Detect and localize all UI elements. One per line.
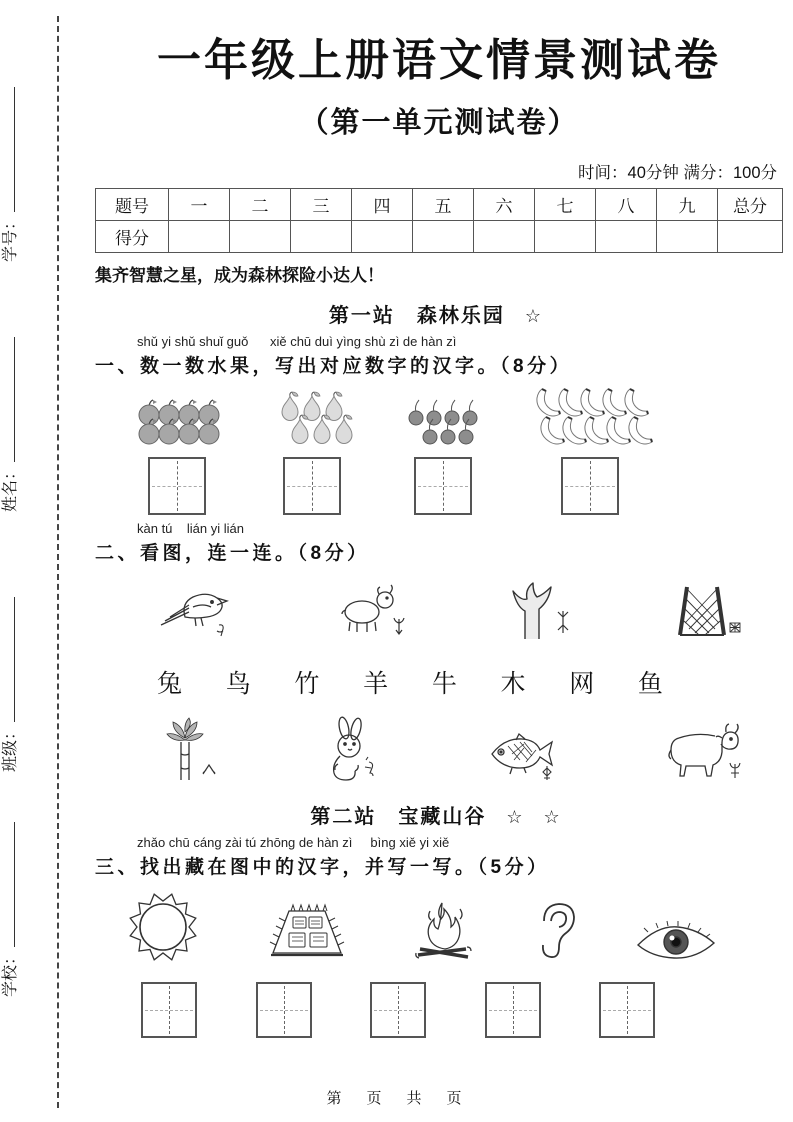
sun-picture [123,891,207,970]
score-column-10: 总分 [718,189,783,221]
fire-picture [408,899,478,970]
station-2-title: 第二站 宝藏山谷 [310,806,487,828]
net-picture [673,583,743,646]
fruit-line [137,418,217,450]
paper-title: 一年级上册语文情景测试卷 [157,36,721,85]
eye-picture [634,917,718,970]
station-1-title: 第一站 森林乐园 [328,305,505,327]
score-cell-empty [718,221,783,253]
score-table-header-row [96,189,783,221]
score-column-2: 二 [230,189,291,221]
paper-subtitle: （第一单元测试卷） [299,107,579,139]
score-cell-empty [535,221,596,253]
station-2-heading [95,800,783,829]
writing-boxes-row [141,982,655,1038]
paper-content [95,10,783,1038]
ox-picture [665,720,743,787]
question-1 [95,334,783,515]
motivation-text: 集齐智慧之星，成为森林探险小达人！ [95,266,384,285]
answer-writing-box[interactable] [148,457,206,515]
score-table-score-row [96,221,783,253]
cherry-picture [421,418,439,450]
score-row-label: 得分 [96,221,169,253]
sheep-picture [335,583,407,646]
page-footer: 第 页 共 页 [326,1090,467,1107]
station-1-heading [95,299,783,328]
score-cell-empty [474,221,535,253]
answer-writing-box[interactable] [599,982,655,1038]
seal-dashed-line [57,16,59,1108]
bird-picture [155,579,235,646]
question-1-pinyin: shǔ yi shǔ shuǐ guǒ xiě chū duì yìng shù zì de hàn zì [137,334,457,349]
star-icon: ☆ [524,306,550,326]
score-table-label: 题号 [96,189,169,221]
score-column-5: 五 [413,189,474,221]
score-column-9: 九 [657,189,718,221]
pear-count-group [269,391,355,515]
margin-label-class [0,572,24,772]
score-cell-empty [291,221,352,253]
answer-writing-box[interactable] [370,982,426,1038]
banana-count-group [531,386,649,515]
score-table [95,188,783,253]
fish-picture [486,730,560,787]
answer-writing-box[interactable] [561,457,619,515]
fruit-line [539,414,649,450]
question-3 [95,835,783,1038]
banana-picture [539,414,561,450]
score-cell-empty [657,221,718,253]
hidden-character-pictures [123,891,718,970]
score-column-1: 一 [169,189,230,221]
match-character-4[interactable]: 羊 [363,671,389,698]
margin-blank-line [1,597,15,722]
question-2-pinyin: kàn tú lián yi lián [137,521,244,536]
banana-picture [605,414,627,450]
ear-picture [530,899,582,970]
rabbit-picture [324,716,382,787]
match-character-5[interactable]: 牛 [431,671,457,698]
question-2 [95,521,783,787]
score-cell-empty [230,221,291,253]
pear-picture [311,414,333,450]
pear-picture [333,414,355,450]
score-cell-empty [169,221,230,253]
question-3-pinyin: zhǎo chū cáng zài tú zhōng de hàn zì bìng xiě yi xiě [137,835,450,850]
match-pictures-top [155,579,743,646]
score-column-6: 六 [474,189,535,221]
banana-picture [583,414,605,450]
answer-writing-box[interactable] [485,982,541,1038]
wood-picture [507,579,573,646]
match-characters-row [157,664,663,700]
margin-label-text: 学号： [2,213,19,262]
fruit-line [421,418,475,450]
question-2-text: 二、看图，连一连。（8分） [95,543,370,564]
apple-picture [157,418,177,450]
match-character-2[interactable]: 鸟 [225,671,251,698]
match-character-6[interactable]: 木 [500,671,526,698]
field-picture [259,897,355,970]
cherry-picture [439,418,457,450]
answer-writing-box[interactable] [256,982,312,1038]
margin-label-text: 姓名： [2,463,19,512]
star-icons: ☆ ☆ [506,807,568,827]
margin-label-student-id [0,62,24,262]
match-character-8[interactable]: 鱼 [637,671,663,698]
match-character-7[interactable]: 网 [569,671,595,698]
banana-picture [627,414,649,450]
margin-blank-line [1,87,15,212]
apple-picture [137,418,157,450]
score-column-7: 七 [535,189,596,221]
margin-label-name [0,312,24,512]
margin-blank-line [1,822,15,947]
score-column-3: 三 [291,189,352,221]
match-pictures-bottom [155,716,743,787]
question-3-text: 三、找出藏在图中的汉字，并写一写。（5分） [95,857,550,878]
apple-picture [197,418,217,450]
score-cell-empty [413,221,474,253]
margin-label-school [0,797,24,997]
apple-count-group [137,399,217,515]
margin-blank-line [1,337,15,462]
fruit-counting-row [137,386,783,515]
banana-picture [561,414,583,450]
match-character-1[interactable]: 兔 [157,671,183,698]
score-cell-empty [352,221,413,253]
score-column-4: 四 [352,189,413,221]
bamboo-picture [155,716,219,787]
fruit-line [289,414,355,450]
question-1-text: 一、数一数水果，写出对应数字的汉字。（8分） [95,356,573,377]
score-column-8: 八 [596,189,657,221]
apple-picture [177,418,197,450]
score-cell-empty [596,221,657,253]
answer-writing-box[interactable] [141,982,197,1038]
time-info: 时间：40分钟 满分：100分 [578,164,777,182]
answer-writing-box[interactable] [283,457,341,515]
pear-picture [289,414,311,450]
answer-writing-box[interactable] [414,457,472,515]
cherry-count-group [407,399,479,515]
match-character-3[interactable]: 竹 [294,671,320,698]
margin-label-text: 学校： [2,948,19,997]
margin-label-text: 班级： [2,723,19,772]
cherry-picture [457,418,475,450]
